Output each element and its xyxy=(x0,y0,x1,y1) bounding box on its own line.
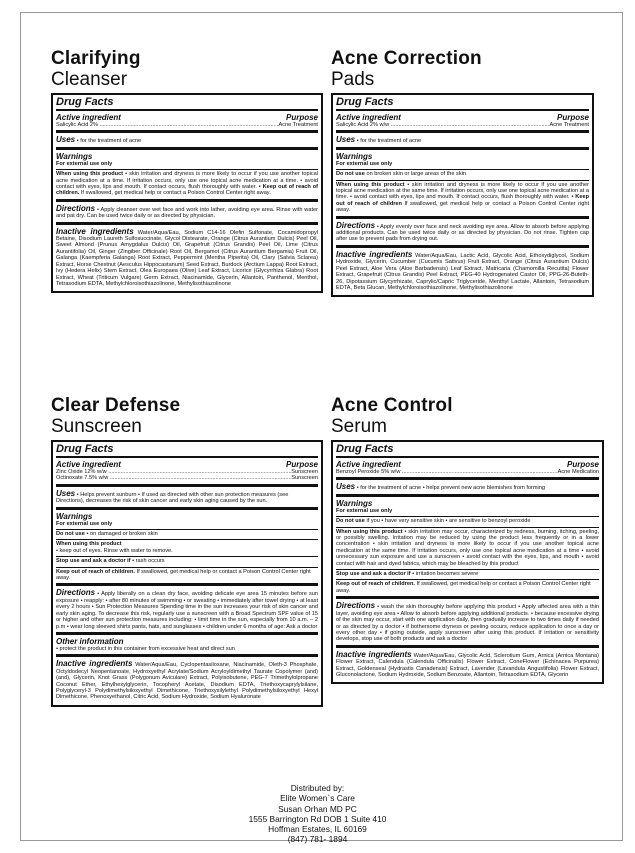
uses-label: Uses xyxy=(336,482,356,492)
when-using-text: • keep out of eyes. Rinse with water to remove. xyxy=(56,547,173,554)
stop-use-text: • irritation becomes severe xyxy=(412,571,479,578)
directions-section xyxy=(56,202,318,225)
purpose-label: Purpose xyxy=(556,113,589,122)
distributor-block xyxy=(200,783,435,845)
directions-text: • wash the skin thoroughly before applying this product • Apply affected area with a thin layer, avoiding eye area • Allow to absorb before applying additional products. • because excessive drying of the skin may occur, start with one application daily, then gradually increase to two times daily if needed or as directed by a doctor • if bothersome dryness or peeling occurs, reduce application to once a day or every other day • if going outside, apply sunscreen after using this product. If irritation or sensitivity develops, stop use of both products and ask a doctor xyxy=(336,604,599,643)
product-name-line1: Clarifying xyxy=(51,48,141,69)
directions-section xyxy=(336,219,589,248)
external-use-label: For external use only xyxy=(56,521,318,530)
external-use-label: For external use only xyxy=(336,161,589,170)
inactive-label: Inactive ingredients xyxy=(336,649,412,659)
keep-out-label: • Keep out of reach of children. xyxy=(56,184,318,197)
inactive-section xyxy=(336,648,599,681)
product-name-line2: Serum xyxy=(331,416,387,437)
inactive-label: Inactive ingredients xyxy=(56,226,134,236)
external-use-label: For external use only xyxy=(56,161,318,170)
product-clear-defense-sunscreen xyxy=(51,395,323,707)
keep-out-label: • Keep out of reach of children xyxy=(336,194,589,207)
external-use-label: For external use only xyxy=(336,508,599,517)
when-using-text: • skin irritation and dryness is more likely to occur if you use another topical acne medication at the same time. If irritation occurs, only use one topical acne medication at a time. • avoid contact with eyes, lips and mouth. If contact occurs, flush thoroughly with water. xyxy=(336,181,589,201)
uses-label: Uses xyxy=(56,135,76,145)
keep-out-label: Keep out of reach of children. xyxy=(336,581,415,588)
directions-label: Directions xyxy=(336,601,376,611)
inactive-text: Water/Aqua/Eau, Sodium C14-16 Olefin Sulfonate, Cocamidopropyl Betaine, Disodium Laureth Sulfosuccinate, Glycol Distearate, Orange (Citrus Aurantium Dulcis) Peel Oil, Sweet Almond (Prunus Amygdalus Dulcis) Oil, Grapefruit (Citrus Grandis) Peel Oil, Lime (Citrus Aurantifolia) Oil, Ginger (Zingiber Officinale) Root Oil, Bergamot (Citrus Aurantium Bergamia) Fruit Oil, Galanga (Kaempferia Galanga) Root Extract, Peppermint (Mentha Piperita) Oil, Clary (Salvia Sclarea) Extract, Horse Chestnut (Aesculus Hippocastanum) Seed Extract, Burdock (Arctium Lappa) Root Extract, Ivy (Hedera Helix) Stem Extract, Olea Europaea (Olive) Leaf Extract, Licorice (Glycyrrhiza Glabra) Root Extract, Wheat (Triticum Vulgare) Germ Extract, Niacinamide, Glycerin, Allantoin, Panthenol, Menthol, Tetrasodium EDTA, Methylchloroisothiazolinone, Methylisothiazolinone xyxy=(56,229,318,287)
when-using-text: • skin irritation and dryness is more likely to occur if you use another topical acne medication at a time. If irritation occurs, only use one topical acne medication at a time. • avoid contact with eyes, lips and mouth. If contact occurs, flush thoroughly with water. xyxy=(56,171,318,191)
do-not-use-label: Do not use xyxy=(56,531,85,538)
uses-section xyxy=(56,133,318,149)
active-row: Salicylic Acid 2% ..... Acne Treatment xyxy=(56,122,318,128)
inactive-text: Water/Aqua/Eau, Lactic Acid, Glycolic Acid, Ethoxydiglycol, Sodium Hydroxide, Glycerin, Cucumber (Cucumis Sativus) Fruit Extract, Orange (Citrus Aurantium Dulcis) Peel Extract, Aloe Vera (Aloe Barbadensis) Leaf Extract, Matricaria (Chamomilla Recutita) Flower Extract, Grapefruit (Citrus Grandis) Peel Extract, PEG-40 Hydrogenated Castor Oil, PPG-26-Buteth-26, Dipotassium Glycyrrhizate, Caprylic/Capric Triglyceride, Menthyl Lactate, Allantoin, Tetrasodium EDTA, Beta Glucan, Methylchloroisothiazolinone, Methylisothiazolinone xyxy=(336,252,589,291)
inactive-section xyxy=(56,225,318,290)
drug-facts-title: Drug Facts xyxy=(56,96,318,111)
do-not-use-text: on broken skin or large areas of the skin xyxy=(366,171,466,178)
directions-label: Directions xyxy=(336,220,376,230)
product-name-line2: Cleanser xyxy=(51,69,128,90)
drug-facts-title: Drug Facts xyxy=(336,443,599,458)
uses-text: • for the treatment of acne xyxy=(76,138,142,145)
when-using-label: When using this product xyxy=(56,541,122,548)
warnings-label: Warnings xyxy=(56,511,93,521)
warnings-label: Warnings xyxy=(336,151,373,161)
uses-text: • for the treatment of acne xyxy=(356,138,422,145)
drug-facts-title: Drug Facts xyxy=(336,96,589,111)
directions-text: • Apply liberally on a clean dry face, avoiding delicate eye area 15 minutes before sun exposure • reapply: • after 80 minutes of swimming • or sweating • immediately after towel drying • at least every 2 hours • Sun Protection Measures Spending time in the sun increases your risk of skin cancer and early skin aging. To decrease this risk, regularly use a sunscreen with a Broad Spectrum SPF value of 15 or higher and other sun protection measures including: • limit time in the sun, especially from 10 a.m. – 2 p.m • wear long sleeved shirts pants, hats, and sunglasses • children under 6 months of age: Ask a doctor xyxy=(56,591,318,630)
when-using-label: When using this product xyxy=(56,171,124,178)
warnings-label: Warnings xyxy=(336,498,373,508)
uses-text: • for the treatment of acne • helps prevent new acne blemishes from forming xyxy=(356,485,545,492)
keep-out-label: Keep out of reach of children. xyxy=(56,568,135,575)
inactive-label: Inactive ingredients xyxy=(336,249,413,259)
uses-section xyxy=(336,480,599,496)
purpose-label: Purpose xyxy=(285,113,318,122)
directions-text: • Apply cleanser over wet face and work into lather, avoiding eye area. Rinse with water and pat dry. Can be used twice daily or as directed by physician. xyxy=(56,206,318,220)
directions-label: Directions xyxy=(56,588,96,598)
warnings-section xyxy=(56,150,318,202)
other-info-section xyxy=(56,635,318,657)
other-info-label: Other information xyxy=(56,636,124,646)
active-section xyxy=(336,458,599,480)
uses-label: Uses xyxy=(336,135,356,145)
drug-facts-title: Drug Facts xyxy=(56,443,318,458)
distributor-address2: Hoffman Estates, IL 60169 xyxy=(268,824,367,835)
active-row: Octinoxate 7.5% w/w ..... Sunscreen xyxy=(56,475,318,481)
warnings-section xyxy=(336,497,599,599)
warnings-section xyxy=(336,150,589,219)
inactive-section xyxy=(56,657,318,702)
warnings-section xyxy=(56,510,318,587)
stop-use-label: Stop use and ask a doctor if xyxy=(56,558,131,565)
active-label: Active ingredient xyxy=(336,113,401,122)
product-name-line1: Acne Correction xyxy=(331,48,482,69)
keep-out-text: If swallowed, get medical help or contact a Poison Control Center right away. xyxy=(336,200,589,214)
product-acne-control-serum xyxy=(331,395,604,684)
drug-facts-panel xyxy=(331,440,604,684)
product-name-line1: Acne Control xyxy=(331,395,453,416)
active-row: Benzoyl Peroxide 5% w/w ..... Acne Medication xyxy=(336,469,599,475)
inactive-text: Water/Aqua/Eau, Cyclopentasiloxane, Niacinamide, Oleth-3 Phosphate, Octyldodecyl Neopentanoate, Hydroxyethyl Acrylate/Sodium Acryloyldimethyl Taurate Copolymer (and) (and), Glycerin, Knot Grass (Polygonum Aviculare) Extract, Polyisobutene, PEG-7 Trimethylolpropane Coconut Ether, Ethylhexylglycerin, Tocopheryl Acetate, Disodium EDTA, Triethoxycaprylylsilane, Polyglyceryl-3 Polydimethylsiloxyethyl Dimethicone, Triethoxysilylethyl Polydimethylsiloxyethyl Hexyl Dimethicone, Phenoxyethanol, Citric Acid, Sodium Hydroxide, Sodium Hyaluronate xyxy=(56,662,318,701)
distributor-address1: 1555 Barrington Rd DOB 1 Suite 410 xyxy=(248,813,387,824)
purpose-label: Purpose xyxy=(566,460,599,469)
drug-facts-panel xyxy=(331,93,594,297)
stop-use-text: • rash occurs xyxy=(132,558,165,565)
keep-out-text: If swallowed, get medical help or contact a Poison Control Center right away. xyxy=(336,581,591,594)
do-not-use-text: if you • have very sensitive skin • are sensitive to benzoyl peroxide xyxy=(366,518,531,525)
active-label: Active ingredient xyxy=(56,460,121,469)
distributor-label: Distributed by: xyxy=(290,783,345,793)
product-name-line2: Pads xyxy=(331,69,375,90)
product-name-line1: Clear Defense xyxy=(51,395,181,416)
do-not-use-text: • on damaged or broken skin xyxy=(86,531,158,538)
product-clarifying-cleanser xyxy=(51,48,323,293)
when-using-text: • skin irritation may occur, characterized by redness, burning, itching, peeling, or possibly swelling. Irritation may be reduced by using the product less frequently or in a lower concentration • skin irritation and dryness is more likely to occur if you use another topical acne medication at the same time. If irritation occurs, only use one topical acne medication at a time • avoid unnecessary sun exposure and use a sunscreen • avoid contact with the eyes, lips, and mouth • avoid contact with hair and dyed fabrics, which may be bleached by this product xyxy=(336,528,599,567)
drug-facts-panel xyxy=(51,440,323,707)
active-section xyxy=(336,111,589,133)
active-row: Zinc Oxide 12% w/w ..... Sunscreen xyxy=(56,469,318,475)
active-label: Active ingredient xyxy=(56,113,121,122)
stop-use-label: Stop use and ask a doctor if xyxy=(336,571,411,578)
directions-section xyxy=(56,586,318,634)
directions-text: • Apply evenly over face and neck avoiding eye area. Allow to absorb before applying additional products. Can be used twice daily or as directed by physician. Do not rinse. Tighten cap after use to prevent pads from drying out. xyxy=(336,223,589,243)
inactive-section xyxy=(336,248,589,293)
directions-section xyxy=(336,599,599,647)
other-info-text: • protect the product in this container from excessive heat and direct sun xyxy=(56,645,235,652)
uses-section xyxy=(56,487,318,510)
distributor-name: Susan Orhan MD PC xyxy=(278,803,357,814)
inactive-text: Water/Aqua/Eau, Glycolic Acid, Sclerotium Gum, Arnica (Arnica Montana) Flower Extract, Calendula (Calendula Officinalis) Flower Extract, ConeFlower (Echinacea Purpurea) Extract, Goldenseal (Hydrastis Canadensis) Extract, Lavender (Lavandula Angustifolia) Flower Extract, Gluconolactone, Sodium Hydroxide, Sodium Benzoate, Allantoin, Tetrasodium EDTA, Glycerin xyxy=(336,652,599,678)
when-using-label: When using this product xyxy=(336,181,405,188)
keep-out-text: If swallowed, get medical help or contact a Poison Control Center right away. xyxy=(56,568,311,582)
uses-section xyxy=(336,133,589,149)
drug-facts-panel xyxy=(51,93,323,293)
product-acne-correction-pads xyxy=(331,48,594,297)
directions-label: Directions xyxy=(56,203,96,213)
keep-out-text: If swallowed, get medical help or contact a Poison Control Center right away. xyxy=(80,190,271,197)
do-not-use-label: Do not use xyxy=(336,518,365,525)
product-name-line2: Sunscreen xyxy=(51,416,142,437)
inactive-label: Inactive ingredients xyxy=(56,659,133,669)
uses-label: Uses xyxy=(56,488,76,498)
purpose-label: Purpose xyxy=(285,460,318,469)
when-using-label: When using this product xyxy=(336,528,403,535)
uses-text: • Helps prevent sunburn • If used as directed with other sun protection measures (see Directions), decreases the risk of skin cancer and early skin aging caused by the sun. xyxy=(56,491,289,505)
warnings-label: Warnings xyxy=(56,151,93,161)
distributor-phone: (847) 781- 1894 xyxy=(287,834,348,845)
active-section xyxy=(56,458,318,487)
active-row: Salicylic Acid 2% w/w ..... Acne Treatment xyxy=(336,122,589,128)
active-section xyxy=(56,111,318,133)
do-not-use-label: Do not use xyxy=(336,171,365,178)
distributor-company: Elite Women`s Care xyxy=(280,793,355,804)
active-label: Active ingredient xyxy=(336,460,401,469)
